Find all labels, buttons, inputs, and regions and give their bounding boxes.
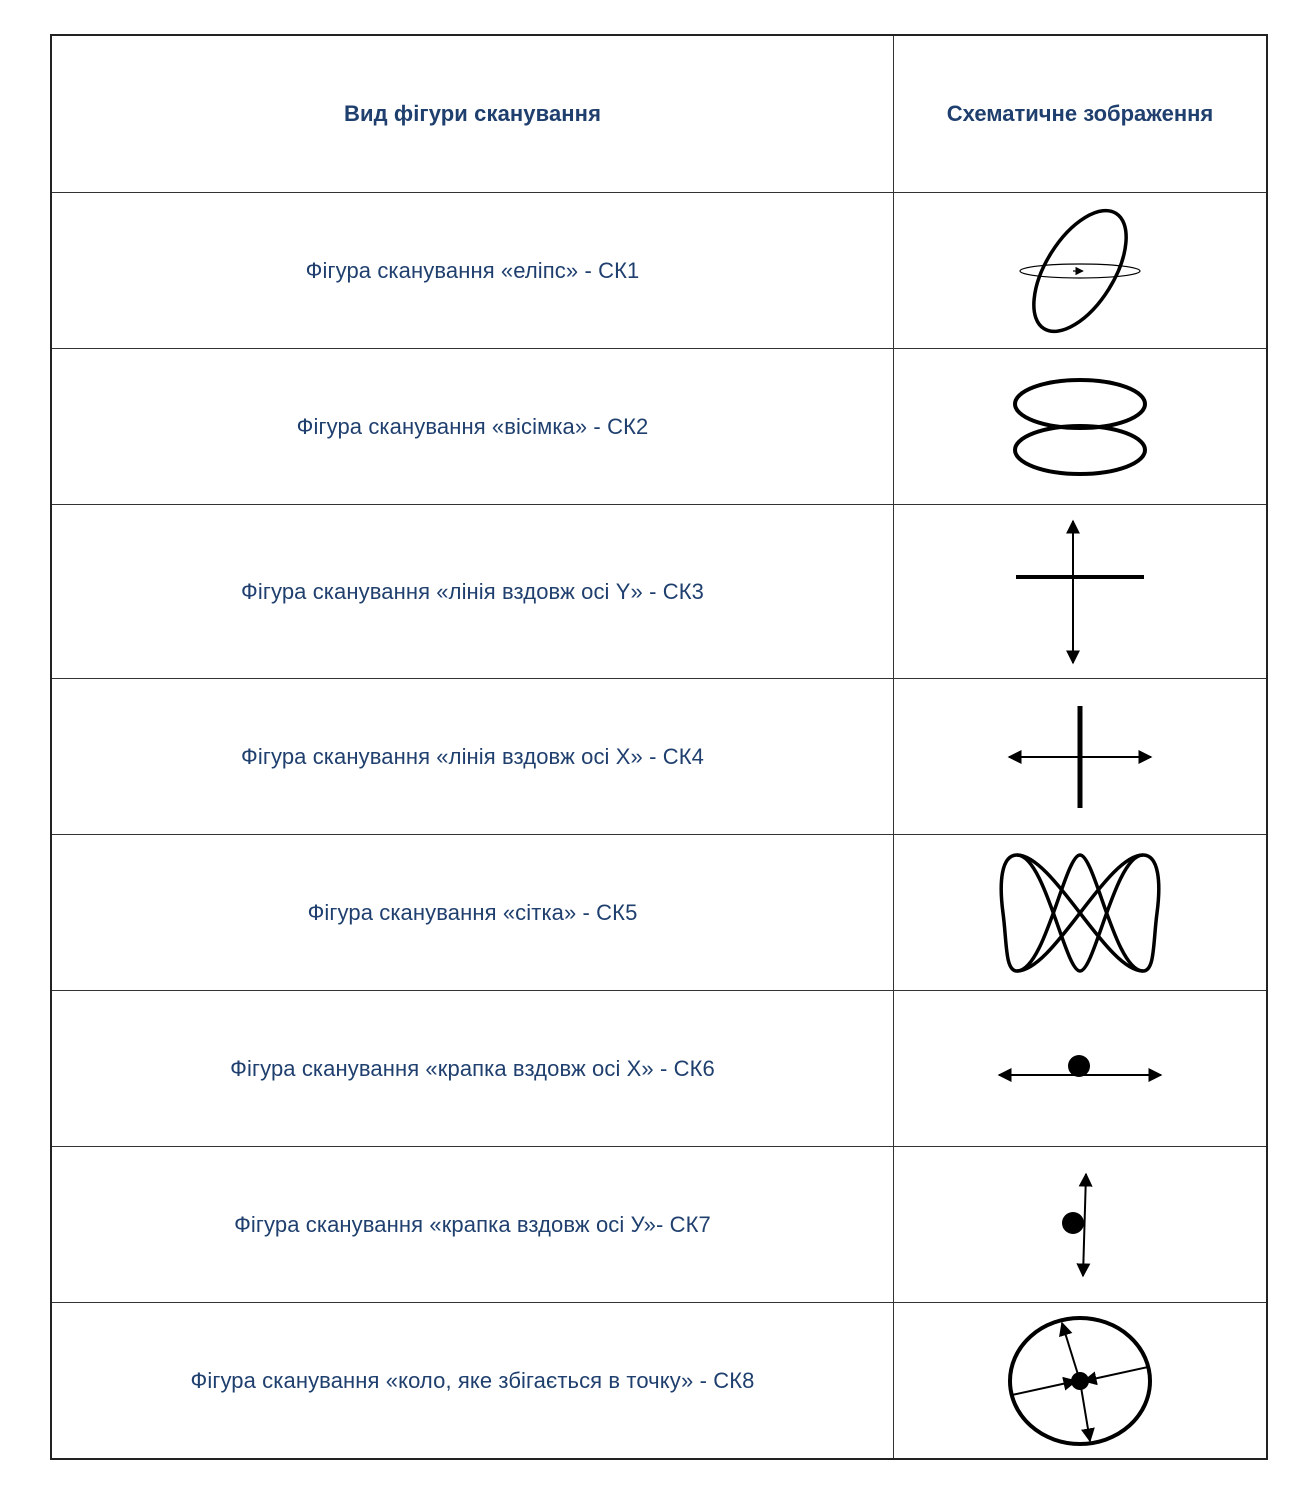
row-schematic (894, 349, 1266, 504)
row-label: Фігура сканування «лінія вздовж осі Y» - СК3 (52, 505, 894, 678)
row-schematic (894, 679, 1266, 834)
header-schematic: Схематичне зображення (946, 101, 1214, 126)
row-label: Фігура сканування «крапка вздовж осі У»- СК7 (52, 1147, 894, 1302)
row-label: Фігура сканування «вісімка» - СК2 (52, 349, 894, 504)
row-label: Фігура сканування «коло, яке збігається в точку» - СК8 (52, 1303, 894, 1458)
row-label: Фігура сканування «крапка вздовж осі X» - СК6 (52, 991, 894, 1146)
dot-along-x-icon (995, 1039, 1165, 1099)
line-along-y-icon (1010, 517, 1150, 667)
row-schematic (894, 505, 1266, 678)
scan-figures-table (50, 34, 1268, 1460)
figure-eight-scan-icon (1005, 372, 1155, 482)
table-row (52, 192, 1266, 348)
header-figure-type: Вид фігури сканування (52, 36, 894, 192)
grid-lissajous-icon (995, 843, 1165, 983)
row-schematic (894, 1147, 1266, 1302)
converging-circle-icon (1000, 1311, 1160, 1451)
row-schematic (894, 1303, 1266, 1458)
table-header-row (52, 36, 1266, 192)
table-row (52, 348, 1266, 504)
table-row (52, 678, 1266, 834)
table-row (52, 504, 1266, 678)
row-schematic (894, 835, 1266, 990)
row-schematic (894, 193, 1266, 348)
table-row (52, 990, 1266, 1146)
table-row (52, 1302, 1266, 1458)
row-label: Фігура сканування «сітка» - СК5 (52, 835, 894, 990)
dot-along-y-icon (1050, 1170, 1110, 1280)
table-row (52, 1146, 1266, 1302)
row-label: Фігура сканування «лінія вздовж осі X» - СК4 (52, 679, 894, 834)
row-schematic (894, 991, 1266, 1146)
ellipse-scan-icon (1005, 201, 1155, 341)
row-label: Фігура сканування «еліпс» - СК1 (52, 193, 894, 348)
table-row (52, 834, 1266, 990)
line-along-x-icon (1005, 702, 1155, 812)
